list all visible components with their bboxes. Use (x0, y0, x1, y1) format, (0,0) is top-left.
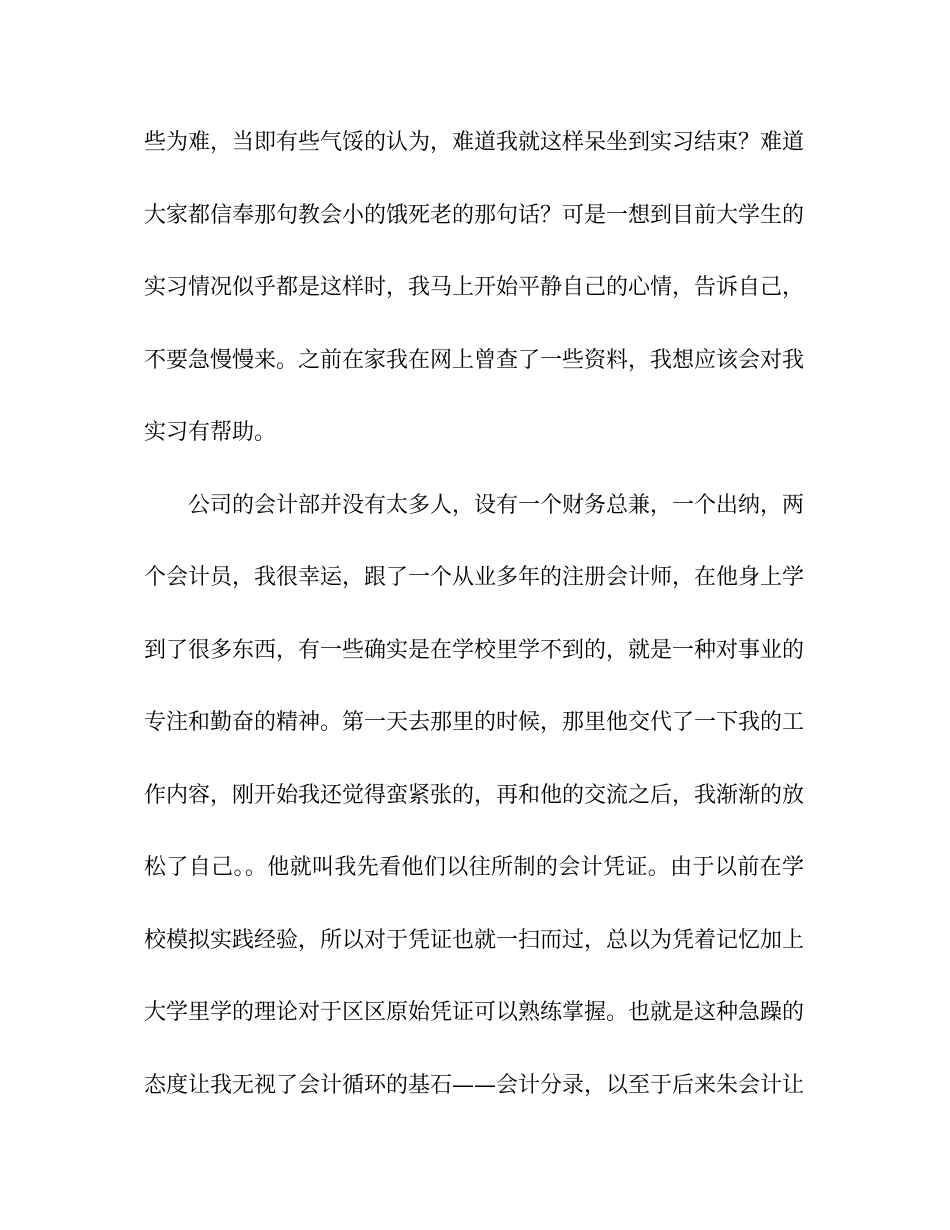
text-line-9: 专注和勤奋的精神。第一天去那里的时候，那里他交代了一下我的工 (144, 710, 805, 735)
paragraph-start-line: 公司的会计部并没有太多人，设有一个财务总兼，一个出纳，两 (188, 492, 805, 518)
text-line-3: 实习情况似乎都是这样时，我马上开始平静自己的心情，告诉自己， (144, 275, 805, 300)
text-line-1: 些为难，当即有些气馁的认为，难道我就这样呆坐到实习结束？难道 (144, 130, 805, 155)
text-line-11: 松了自己。。他就叫我先看他们以往所制的会计凭证。由于以前在学 (144, 855, 804, 880)
text-line-5: 实习有帮助。 (144, 420, 277, 445)
text-line-7: 个会计员，我很幸运，跟了一个从业多年的注册会计师，在他身上学 (144, 565, 805, 590)
text-line-10: 作内容，刚开始我还觉得蛮紧张的，再和他的交流之后，我渐渐的放 (144, 782, 805, 808)
text-line-8: 到了很多东西，有一些确实是在学校里学不到的，就是一种对事业的 (144, 637, 805, 663)
text-line-13: 大学里学的理论对于区区原始凭证可以熟练掌握。也就是这种急躁的 (144, 1000, 805, 1025)
text-line-12: 校模拟实践经验，所以对于凭证也就一扫而过，总以为凭着记忆加上 (144, 927, 805, 953)
text-line-2: 大家都信奉那句教会小的饿死老的那句话？可是一想到目前大学生的 (144, 202, 805, 228)
document-body-text (144, 123, 804, 1138)
text-line-4: 不要急慢慢来。之前在家我在网上曾查了一些资料，我想应该会对我 (144, 347, 805, 373)
text-line-14: 态度让我无视了会计循环的基石——会计分录，以至于后来朱会计让 (144, 1072, 805, 1098)
